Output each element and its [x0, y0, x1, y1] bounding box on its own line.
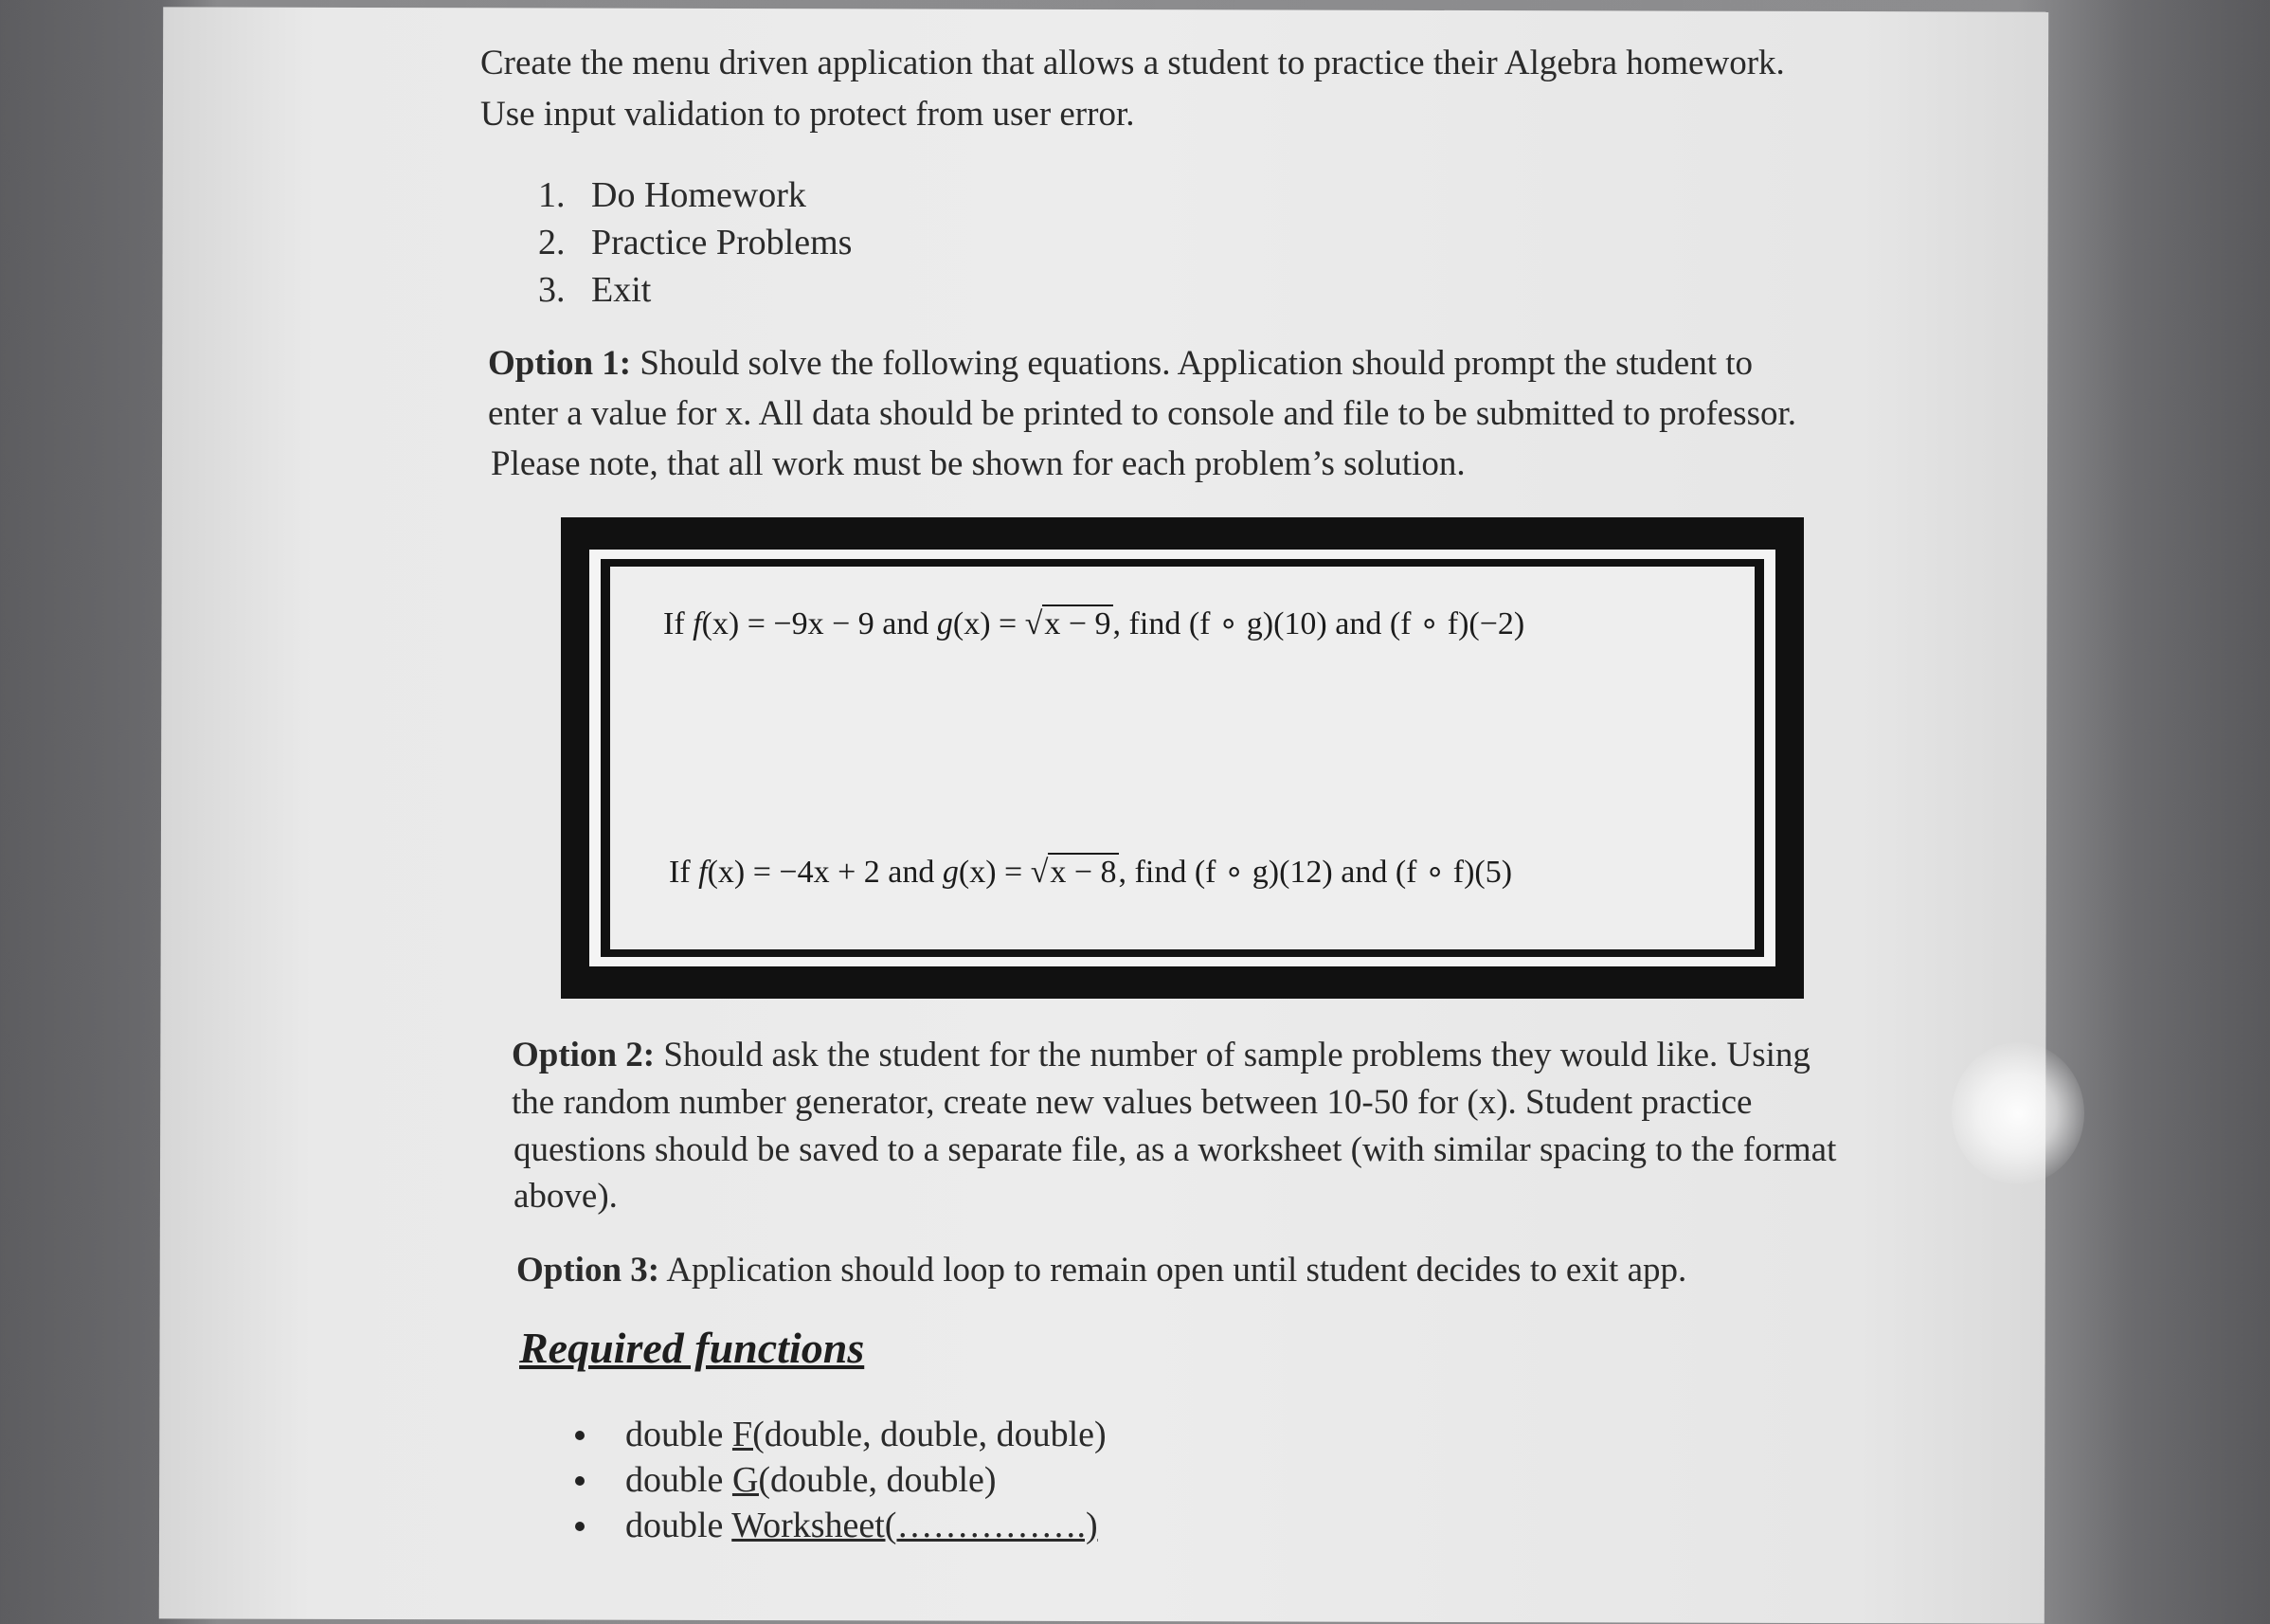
bullet-icon — [575, 1431, 585, 1440]
option2-text: Should ask the student for the number of sample problems they would like. Using — [663, 1036, 1811, 1074]
option1-text: Should solve the following equations. Application should prompt the student to — [640, 344, 1754, 383]
intro-line-2: Use input validation to protect from user error. — [480, 95, 1135, 134]
equation-2: If f(x) = −4x + 2 and g(x) = √x − 8, find (f ∘ g)(12) and (f ∘ f)(5) — [669, 855, 1513, 890]
option2-label: Option 2: — [512, 1036, 656, 1074]
menu-label: Exit — [591, 270, 652, 310]
option3-line — [516, 1245, 1686, 1295]
option2-line-2: the random number generator, create new values between 10-50 for (x). Student practice — [512, 1083, 1753, 1122]
function-name: F( — [731, 1415, 765, 1454]
option3-text: Application should loop to remain open until student decides to exit app. — [666, 1251, 1687, 1290]
function-item-worksheet: double Worksheet(…………….) — [625, 1506, 1098, 1545]
function-name: Worksheet( — [731, 1506, 897, 1545]
option1-line-1 — [488, 338, 1753, 388]
option1-line-2: enter a value for x. All data should be printed to console and file to be submitted to professor. — [488, 394, 1796, 433]
menu-number: 1. — [538, 175, 566, 215]
function-item-g: double G(double, double) — [625, 1460, 997, 1500]
option3-label: Option 3: — [516, 1251, 660, 1290]
menu-number: 3. — [538, 270, 566, 310]
option2-line-1 — [512, 1030, 1811, 1080]
equation-1: If f(x) = −9x − 9 and g(x) = √x − 9, find (f ∘ g)(10) and (f ∘ f)(−2) — [663, 606, 1525, 641]
option2-line-3: questions should be saved to a separate file, as a worksheet (with similar spacing to the format — [513, 1130, 1837, 1169]
menu-label: Do Homework — [591, 175, 806, 215]
option1-line-3: Please note, that all work must be shown for each problem’s solution. — [491, 444, 1466, 483]
menu-item-homework — [538, 174, 806, 216]
menu-number: 2. — [538, 223, 566, 262]
bullet-icon — [575, 1476, 585, 1486]
function-name: G( — [731, 1460, 771, 1500]
function-item-f: double F(double, double, double) — [625, 1415, 1107, 1454]
menu-item-practice — [538, 222, 852, 263]
required-functions-heading: Required functions — [519, 1324, 865, 1372]
equation-box — [561, 517, 1804, 999]
bullet-icon — [575, 1522, 585, 1531]
menu-label: Practice Problems — [591, 223, 853, 262]
menu-item-exit — [538, 269, 651, 311]
option2-line-4: above). — [513, 1177, 618, 1216]
option1-label: Option 1: — [488, 344, 632, 383]
equation-box-inner — [610, 567, 1755, 949]
intro-line-1: Create the menu driven application that allows a student to practice their Algebra homework. — [480, 44, 1785, 82]
screen-glare — [1952, 1042, 2084, 1184]
